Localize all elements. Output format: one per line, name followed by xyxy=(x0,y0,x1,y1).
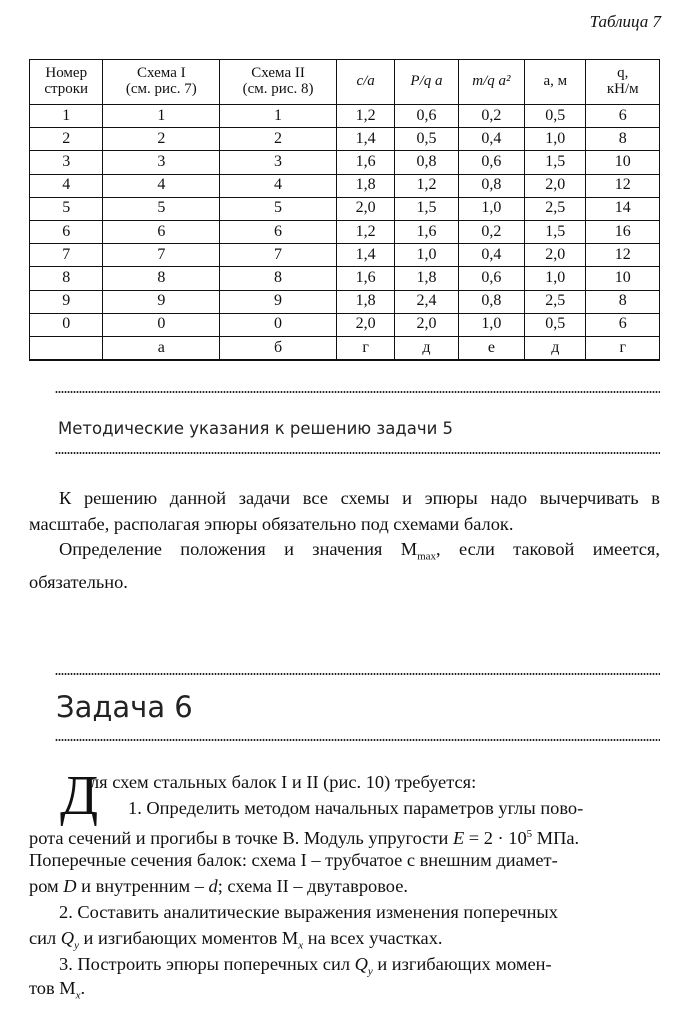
table-cell: 5 xyxy=(220,197,337,220)
col-header-c-over-a: c/a xyxy=(336,60,394,105)
table-cell: 6 xyxy=(586,313,660,336)
table-cell: 6 xyxy=(30,220,103,243)
table-row xyxy=(30,290,660,313)
table-cell: 0,2 xyxy=(458,220,524,243)
table-cell: 7 xyxy=(220,244,337,267)
table-header-row xyxy=(30,60,660,105)
table-cell: 0,8 xyxy=(395,151,458,174)
table-cell: 1,2 xyxy=(395,174,458,197)
table-cell: 0,5 xyxy=(525,313,586,336)
table-cell: 4 xyxy=(30,174,103,197)
table-cell: 0,6 xyxy=(458,267,524,290)
table-cell: 2,0 xyxy=(395,313,458,336)
table-cell: 2,0 xyxy=(525,174,586,197)
table-row xyxy=(30,105,660,128)
table-cell: 1,4 xyxy=(336,244,394,267)
table-row xyxy=(30,220,660,243)
table-cell: 1,0 xyxy=(458,313,524,336)
data-table xyxy=(29,59,660,361)
table-cell: 4 xyxy=(220,174,337,197)
table-cell: 12 xyxy=(586,174,660,197)
table-cell: 2,4 xyxy=(395,290,458,313)
table-cell: 8 xyxy=(30,267,103,290)
guidelines-heading: Методические указания к решению задачи 5 xyxy=(58,419,454,438)
task-item-2-line-2: сил $Q_y$ и изгибающих моментов $M_x$ на всех участках. xyxy=(29,928,443,952)
table-cell: 10 xyxy=(586,267,660,290)
table-cell: 5 xyxy=(30,197,103,220)
table-row xyxy=(30,244,660,267)
table-cell: 1,0 xyxy=(525,267,586,290)
table-row xyxy=(30,151,660,174)
table-cell: 0,4 xyxy=(458,128,524,151)
table-cell: 8 xyxy=(586,290,660,313)
table-cell: 1,6 xyxy=(336,267,394,290)
task-item-3-line-1: 3. Построить эпюры поперечных сил $Q_y$ и изгибающих момен- xyxy=(59,954,552,978)
table-cell xyxy=(30,336,103,360)
table-cell: 3 xyxy=(220,151,337,174)
table-cell: 14 xyxy=(586,197,660,220)
table-cell: 10 xyxy=(586,151,660,174)
table-row xyxy=(30,267,660,290)
table-cell: 1,0 xyxy=(458,197,524,220)
col-header-m-over-qa2: m/q a² xyxy=(458,60,524,105)
task-item-2-line-1: 2. Составить аналитические выражения изменения поперечных xyxy=(59,902,558,922)
table-cell: 3 xyxy=(103,151,220,174)
col-header-p-over-qa: P/q a xyxy=(395,60,458,105)
table-cell: 1 xyxy=(220,105,337,128)
table-cell: 7 xyxy=(30,244,103,267)
col-header-row-number: Номер строки xyxy=(30,60,103,105)
table-cell: 0,8 xyxy=(458,174,524,197)
table-cell: 1,2 xyxy=(336,105,394,128)
table-cell: 0 xyxy=(103,313,220,336)
table-cell: д xyxy=(525,336,586,360)
table-cell: 7 xyxy=(103,244,220,267)
table-cell: 1,5 xyxy=(525,220,586,243)
table-cell: 1,8 xyxy=(336,174,394,197)
task-item-1-line-2: рота сечений и прогибы в точке B. Модуль упругости $E = 2 \cdot 10^5$ МПа. xyxy=(29,828,580,849)
table-cell: е xyxy=(458,336,524,360)
table-cell: 0,8 xyxy=(458,290,524,313)
table-cell: г xyxy=(586,336,660,360)
dotted-separator xyxy=(55,672,660,676)
table-cell: 1,2 xyxy=(336,220,394,243)
table-cell: 1,8 xyxy=(336,290,394,313)
table-cell: 1,6 xyxy=(336,151,394,174)
table-cell: 0,5 xyxy=(395,128,458,151)
table-row xyxy=(30,313,660,336)
guidelines-paragraph-2: Определение положения и значения $M_{max}$, если таковой имеется, обязательно. xyxy=(29,539,660,593)
table-cell: 5 xyxy=(103,197,220,220)
table-cell: 9 xyxy=(220,290,337,313)
table-cell: 4 xyxy=(103,174,220,197)
table-caption: Таблица 7 xyxy=(589,12,661,31)
table-row xyxy=(30,197,660,220)
task-intro: ля схем стальных балок I и II (рис. 10) требуется: xyxy=(90,772,477,792)
table-cell: 1,0 xyxy=(525,128,586,151)
dotted-separator xyxy=(55,451,660,455)
drop-cap: Д xyxy=(60,765,99,827)
table-cell: 6 xyxy=(586,105,660,128)
task-item-1-line-3: Поперечные сечения балок: схема I – трубчатое с внешним диамет- xyxy=(29,850,558,870)
table-cell: 1,8 xyxy=(395,267,458,290)
table-cell: 0,2 xyxy=(458,105,524,128)
table-cell: 0,6 xyxy=(458,151,524,174)
table-cell: 0 xyxy=(220,313,337,336)
table-cell: д xyxy=(395,336,458,360)
table-cell: 1,0 xyxy=(395,244,458,267)
table-cell: б xyxy=(220,336,337,360)
table-cell: а xyxy=(103,336,220,360)
table-cell: 6 xyxy=(220,220,337,243)
table-cell: 2,0 xyxy=(336,197,394,220)
table-cell: 1 xyxy=(103,105,220,128)
dotted-separator xyxy=(55,390,660,394)
table-cell: 9 xyxy=(103,290,220,313)
table-cell: 1,6 xyxy=(395,220,458,243)
guidelines-paragraph-1: К решению данной задачи все схемы и эпюры надо вычерчивать в масштабе, располагая эпюры обязательно под схемами балок. xyxy=(29,488,660,534)
table-cell: 8 xyxy=(586,128,660,151)
table-cell: 1,5 xyxy=(395,197,458,220)
table-cell: 1,5 xyxy=(525,151,586,174)
table-cell: 2,0 xyxy=(336,313,394,336)
table-cell: 6 xyxy=(103,220,220,243)
table-cell: 0,5 xyxy=(525,105,586,128)
table-cell: 1 xyxy=(30,105,103,128)
col-header-a: a, м xyxy=(525,60,586,105)
col-header-scheme-2: Схема II (см. рис. 8) xyxy=(220,60,337,105)
table-cell: 2,5 xyxy=(525,290,586,313)
table-cell: 2 xyxy=(220,128,337,151)
task-item-3-line-2: тов $M_x$. xyxy=(29,978,86,1002)
table-cell: г xyxy=(336,336,394,360)
table-body xyxy=(30,105,660,361)
table-cell: 8 xyxy=(220,267,337,290)
table-cell: 2 xyxy=(103,128,220,151)
table-row xyxy=(30,336,660,360)
table-row xyxy=(30,174,660,197)
table-cell: 0 xyxy=(30,313,103,336)
table-cell: 3 xyxy=(30,151,103,174)
col-header-scheme-1: Схема I (см. рис. 7) xyxy=(103,60,220,105)
task-item-1-line-1: 1. Определить методом начальных параметров углы пово- xyxy=(128,798,584,818)
col-header-q: q, кН/м xyxy=(586,60,660,105)
task-item-1-line-4: ром D и внутренним – d; схема II – двутавровое. xyxy=(29,876,408,896)
task-title: Задача 6 xyxy=(56,690,193,724)
table-cell: 12 xyxy=(586,244,660,267)
table-cell: 2,5 xyxy=(525,197,586,220)
table-row xyxy=(30,128,660,151)
table-cell: 0,4 xyxy=(458,244,524,267)
table-cell: 9 xyxy=(30,290,103,313)
guidelines-text xyxy=(29,486,660,596)
table-cell: 16 xyxy=(586,220,660,243)
table-cell: 8 xyxy=(103,267,220,290)
dotted-separator xyxy=(55,738,660,742)
table-cell: 0,6 xyxy=(395,105,458,128)
table-cell: 2 xyxy=(30,128,103,151)
table-cell: 2,0 xyxy=(525,244,586,267)
table-cell: 1,4 xyxy=(336,128,394,151)
